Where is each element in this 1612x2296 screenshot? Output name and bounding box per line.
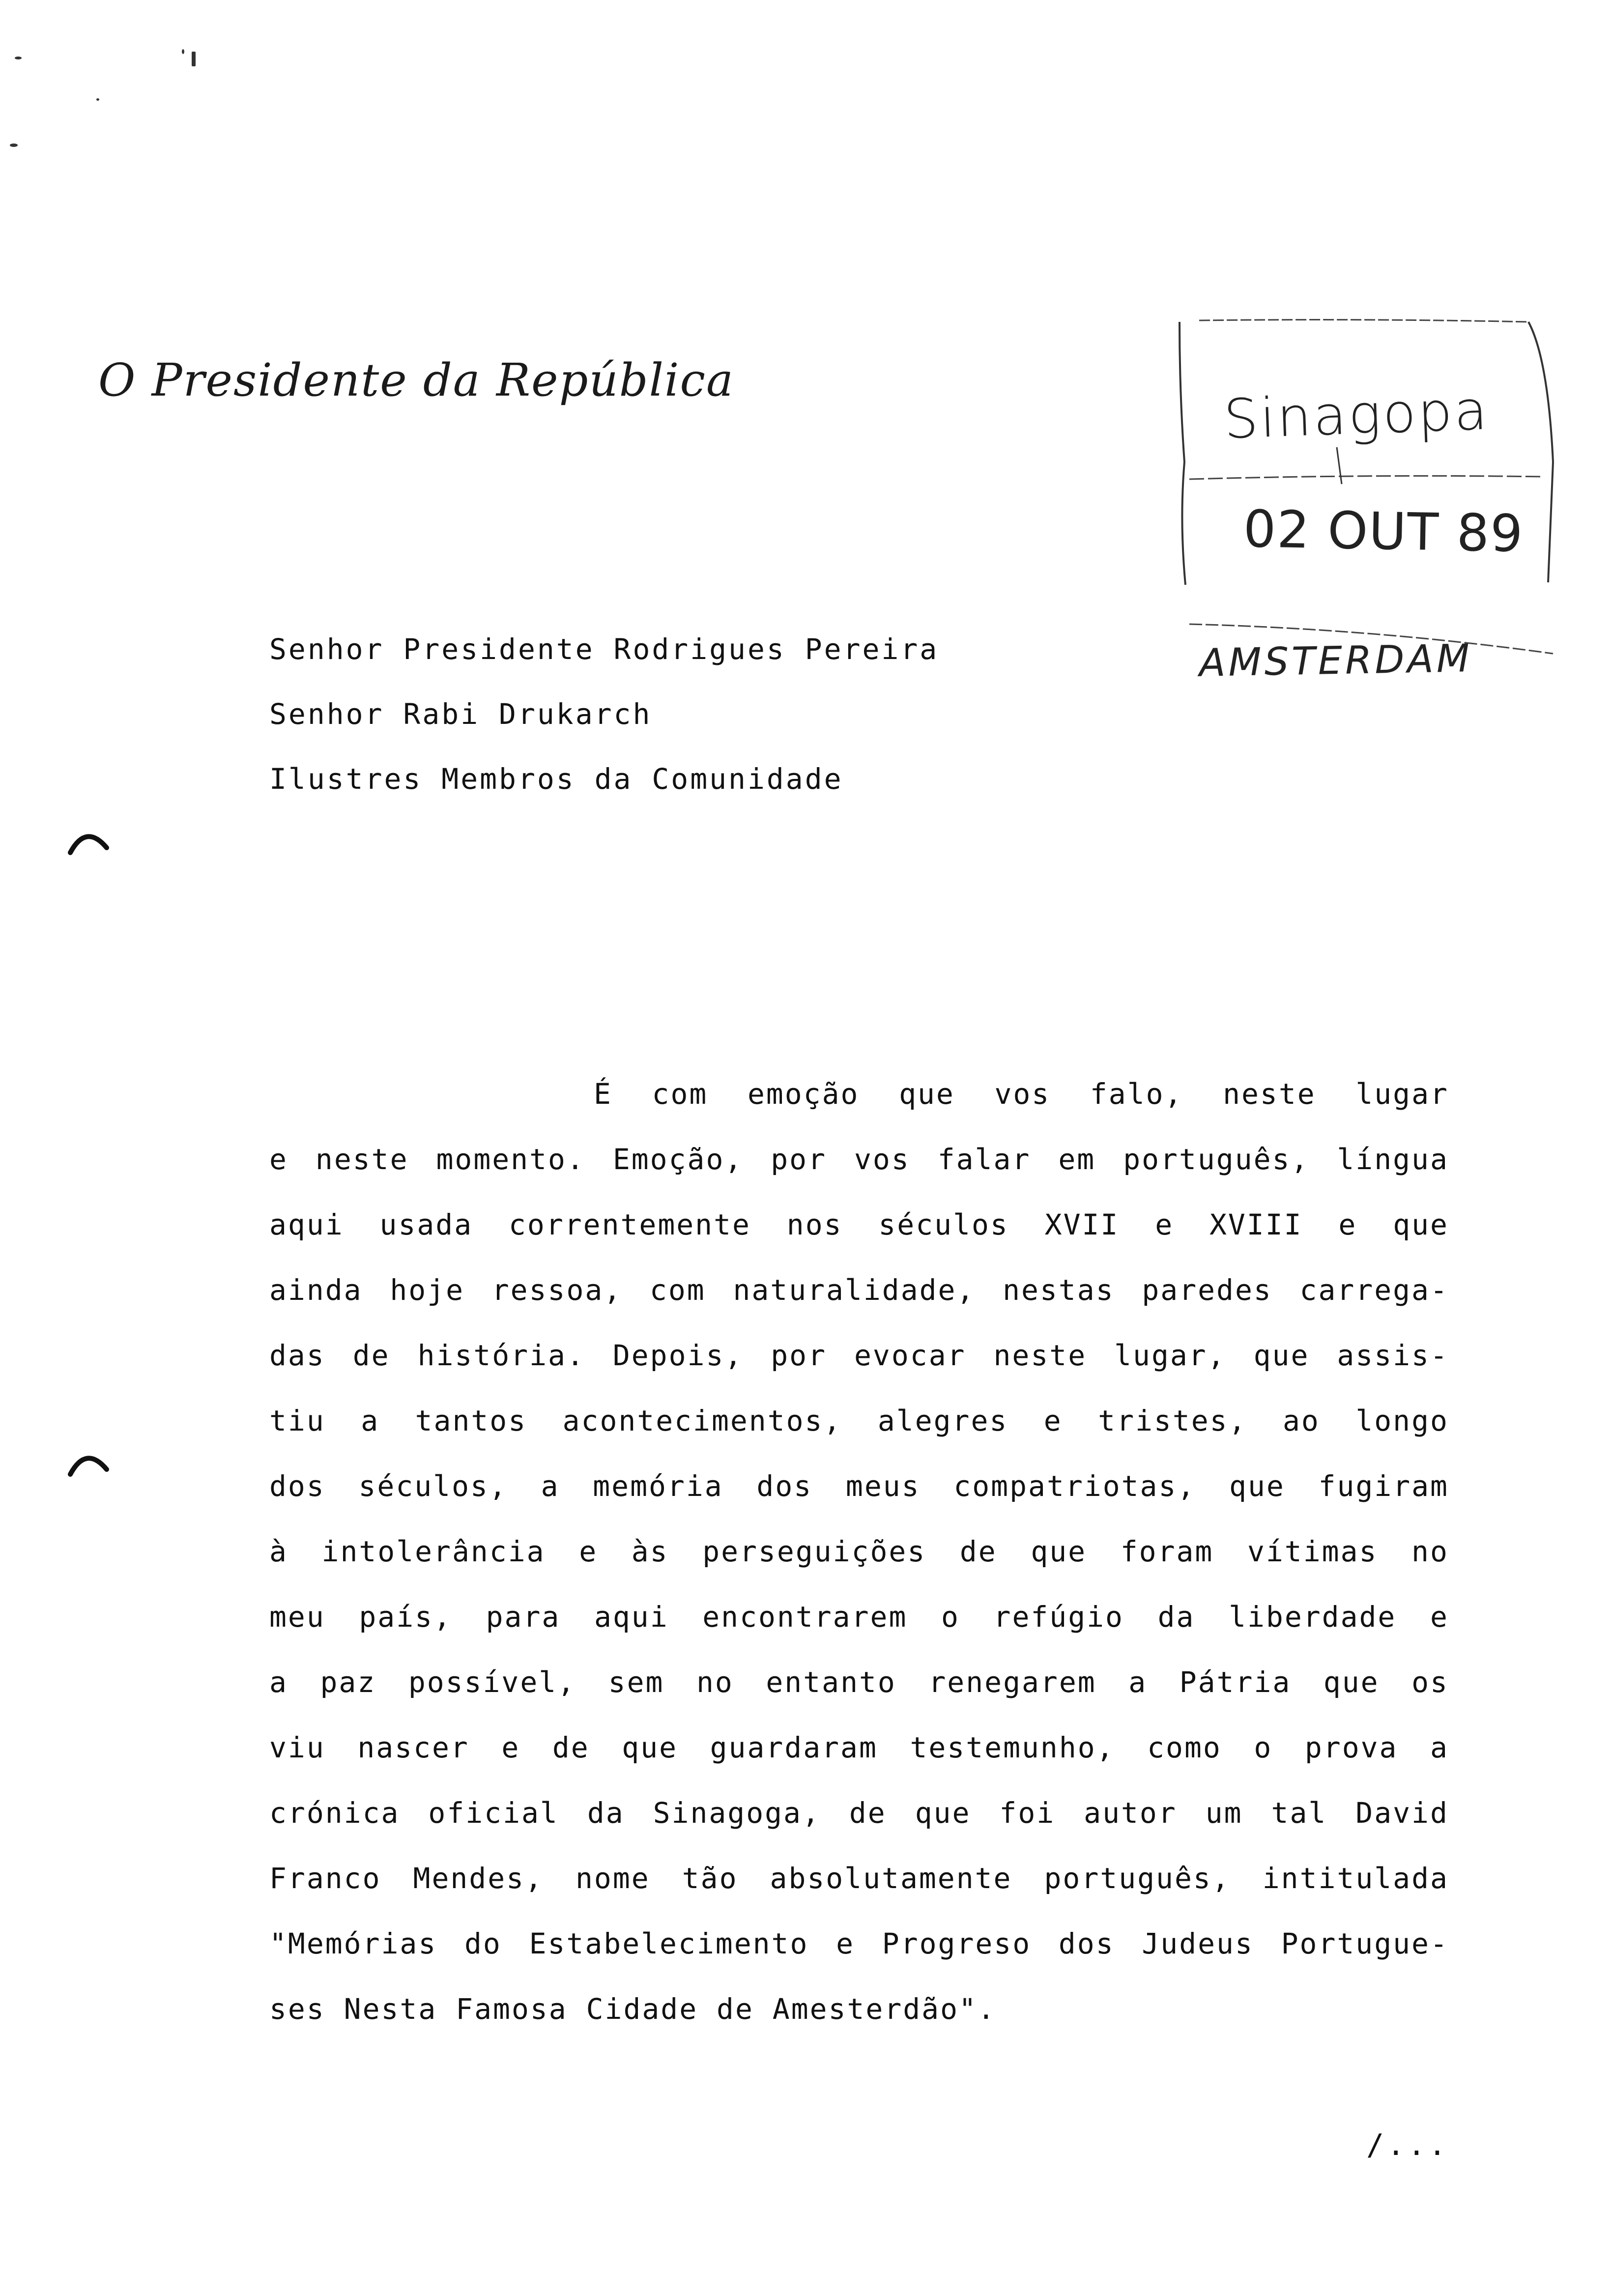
- body-line: ses Nesta Famosa Cidade de Amesterdão".: [269, 1992, 996, 2026]
- salutation-line: Senhor Rabi Drukarch: [269, 697, 652, 731]
- body-word: o: [941, 1600, 960, 1634]
- body-word: alegres: [877, 1404, 1008, 1437]
- body-word: como: [1147, 1731, 1222, 1764]
- body-word: a: [269, 1665, 288, 1699]
- body-word: e: [1155, 1208, 1174, 1241]
- stamp-date: 02 OUT 89: [1242, 499, 1525, 564]
- body-word: da: [587, 1796, 625, 1830]
- body-word: tão: [682, 1862, 738, 1895]
- body-word: meus: [845, 1469, 921, 1503]
- body-word: nascer: [357, 1731, 469, 1764]
- body-word: compatriotas,: [953, 1469, 1196, 1503]
- body-word: língua: [1337, 1143, 1449, 1176]
- body-word: de: [352, 1339, 390, 1372]
- salutation-block: [269, 617, 939, 811]
- body-line: [269, 1062, 1449, 1127]
- body-word: lugar,: [1114, 1339, 1226, 1372]
- body-word: nestas: [1003, 1273, 1115, 1307]
- body-word: Mendes,: [413, 1862, 544, 1895]
- body-word: renegarem: [928, 1665, 1096, 1699]
- body-word: intolerância: [321, 1535, 546, 1568]
- body-word: por: [771, 1339, 827, 1372]
- body-line: [269, 1911, 1449, 1977]
- body-word: vos: [994, 1077, 1051, 1111]
- body-word: e: [1043, 1404, 1063, 1437]
- body-word: prova: [1304, 1731, 1398, 1764]
- body-word: a: [541, 1469, 560, 1503]
- body-word: tristes,: [1098, 1404, 1247, 1437]
- punch-hole-mark: [66, 828, 111, 858]
- body-word: que: [1031, 1535, 1087, 1568]
- body-word: aqui: [269, 1208, 344, 1241]
- body-word: a: [361, 1404, 380, 1437]
- letter-body: [269, 1062, 1449, 2042]
- body-word: país,: [359, 1600, 452, 1634]
- body-word: vítimas: [1247, 1535, 1378, 1568]
- body-word: e: [501, 1731, 520, 1764]
- body-word: evocar: [854, 1339, 966, 1372]
- body-word: que: [1323, 1665, 1380, 1699]
- body-word: tiu: [269, 1404, 325, 1437]
- body-word: refúgio: [993, 1600, 1124, 1634]
- body-word: ainda: [269, 1273, 363, 1307]
- body-word: e: [1430, 1600, 1449, 1634]
- body-word: correntemente: [508, 1208, 751, 1241]
- body-word: paz: [320, 1665, 376, 1699]
- body-word: português,: [1123, 1143, 1310, 1176]
- body-word: Estabelecimento: [529, 1927, 809, 1960]
- scan-speck: [192, 52, 196, 66]
- body-word: para: [486, 1600, 561, 1634]
- body-word: Portugue-: [1281, 1927, 1449, 1960]
- body-word: dos: [1058, 1927, 1115, 1960]
- body-word: usada: [379, 1208, 473, 1241]
- body-line: [269, 1192, 1449, 1258]
- body-word: em: [1058, 1143, 1096, 1176]
- body-word: guardaram: [710, 1731, 878, 1764]
- body-word: no: [696, 1665, 734, 1699]
- body-word: do: [464, 1927, 502, 1960]
- body-word: fugiram: [1318, 1469, 1449, 1503]
- body-line: [269, 1715, 1449, 1780]
- stamp-city: AMSTERDAM: [1199, 636, 1473, 686]
- body-word: testemunho,: [910, 1731, 1115, 1764]
- body-word: e: [1338, 1208, 1357, 1241]
- body-word: à: [269, 1535, 288, 1568]
- punch-hole-mark: [66, 1450, 111, 1479]
- body-line: [269, 1388, 1449, 1454]
- body-word: e: [836, 1927, 855, 1960]
- body-word: ressoa,: [491, 1273, 623, 1307]
- body-word: e: [269, 1143, 288, 1176]
- body-word: foi: [999, 1796, 1056, 1830]
- body-word: Sinagoga,: [653, 1796, 821, 1830]
- body-word: os: [1411, 1665, 1449, 1699]
- body-word: às: [631, 1535, 669, 1568]
- body-word: longo: [1355, 1404, 1449, 1437]
- body-word: autor: [1084, 1796, 1177, 1830]
- body-word: das: [269, 1339, 325, 1372]
- stamp-label: Sinagopa: [1222, 378, 1491, 451]
- continuation-mark: /...: [1366, 2128, 1449, 2162]
- body-word: falar: [937, 1143, 1031, 1176]
- body-line: [269, 1323, 1449, 1388]
- body-word: um: [1205, 1796, 1243, 1830]
- body-word: que: [915, 1796, 971, 1830]
- body-word: "Memórias: [269, 1927, 437, 1960]
- body-word: neste: [993, 1339, 1087, 1372]
- body-word: séculos,: [358, 1469, 508, 1503]
- body-word: a: [1128, 1665, 1148, 1699]
- body-word: sem: [608, 1665, 664, 1699]
- body-word: Progreso: [882, 1927, 1032, 1960]
- body-word: de: [552, 1731, 590, 1764]
- body-word: vos: [854, 1143, 910, 1176]
- body-word: Emoção,: [612, 1143, 744, 1176]
- body-word: possível,: [408, 1665, 576, 1699]
- body-word: a: [1430, 1731, 1449, 1764]
- body-word: perseguições: [702, 1535, 926, 1568]
- body-word: XVII: [1044, 1208, 1120, 1241]
- body-word: momento.: [436, 1143, 585, 1176]
- body-word: paredes: [1142, 1273, 1272, 1307]
- scan-speck: [15, 57, 22, 59]
- body-word: crónica: [269, 1796, 400, 1830]
- body-word: dos: [269, 1469, 325, 1503]
- body-word: aqui: [594, 1600, 669, 1634]
- body-line: [269, 1519, 1449, 1584]
- body-word: de: [959, 1535, 997, 1568]
- body-word: Pátria: [1179, 1665, 1292, 1699]
- body-word: intitulada: [1262, 1862, 1449, 1895]
- body-word: com: [649, 1273, 706, 1307]
- body-word: tal: [1271, 1796, 1327, 1830]
- body-word: e: [579, 1535, 598, 1568]
- body-word: que: [1229, 1469, 1285, 1503]
- body-word: David: [1355, 1796, 1449, 1830]
- body-word: falo,: [1090, 1077, 1183, 1111]
- body-word: o: [1254, 1731, 1273, 1764]
- body-line: [269, 1127, 1449, 1192]
- body-word: emoção: [747, 1077, 860, 1111]
- body-word: É: [594, 1077, 612, 1111]
- body-word: Judeus: [1142, 1927, 1254, 1960]
- body-word: português,: [1044, 1862, 1231, 1895]
- body-line: [269, 1258, 1449, 1323]
- body-word: neste: [1223, 1077, 1316, 1111]
- body-word: assis-: [1337, 1339, 1449, 1372]
- body-word: que: [1253, 1339, 1310, 1372]
- body-word: liberdade: [1229, 1600, 1397, 1634]
- body-line: [269, 1650, 1449, 1715]
- body-word: memória: [593, 1469, 723, 1503]
- body-word: naturalidade,: [733, 1273, 976, 1307]
- body-word: foram: [1120, 1535, 1214, 1568]
- body-word: tantos: [415, 1404, 527, 1437]
- body-word: encontrarem: [702, 1600, 908, 1634]
- body-word: ao: [1283, 1404, 1320, 1437]
- body-word: acontecimentos,: [562, 1404, 842, 1437]
- salutation-line: Ilustres Membros da Comunidade: [269, 762, 843, 796]
- body-word: lugar: [1355, 1077, 1449, 1111]
- body-line: [269, 1846, 1449, 1911]
- body-word: neste: [315, 1143, 409, 1176]
- body-word: Depois,: [612, 1339, 744, 1372]
- body-word: absolutamente: [770, 1862, 1012, 1895]
- body-word: que: [1393, 1208, 1449, 1241]
- body-word: no: [1411, 1535, 1449, 1568]
- body-word: nos: [786, 1208, 843, 1241]
- body-line: [269, 1584, 1449, 1650]
- body-line: [269, 1780, 1449, 1846]
- scan-speck: [96, 98, 99, 101]
- body-word: de: [849, 1796, 887, 1830]
- body-word: carrega-: [1299, 1273, 1449, 1307]
- body-word: que: [622, 1731, 678, 1764]
- body-word: com: [652, 1077, 708, 1111]
- scan-speck: [10, 144, 18, 147]
- body-word: nome: [576, 1862, 650, 1895]
- body-word: oficial: [428, 1796, 559, 1830]
- body-word: meu: [269, 1600, 325, 1634]
- salutation-line: Senhor Presidente Rodrigues Pereira: [269, 632, 939, 666]
- body-word: hoje: [390, 1273, 465, 1307]
- scan-speck: [182, 49, 184, 54]
- letterhead-title: O Presidente da República: [98, 354, 734, 406]
- archive-stamp: [1170, 315, 1563, 688]
- body-word: séculos: [878, 1208, 1009, 1241]
- body-word: Franco: [269, 1862, 381, 1895]
- body-line: [269, 1454, 1449, 1519]
- body-word: por: [771, 1143, 827, 1176]
- body-word: viu: [269, 1731, 325, 1764]
- body-word: história.: [417, 1339, 585, 1372]
- body-word: XVIII: [1209, 1208, 1303, 1241]
- body-word: da: [1157, 1600, 1195, 1634]
- body-word: dos: [756, 1469, 813, 1503]
- body-word: entanto: [766, 1665, 896, 1699]
- body-word: que: [899, 1077, 955, 1111]
